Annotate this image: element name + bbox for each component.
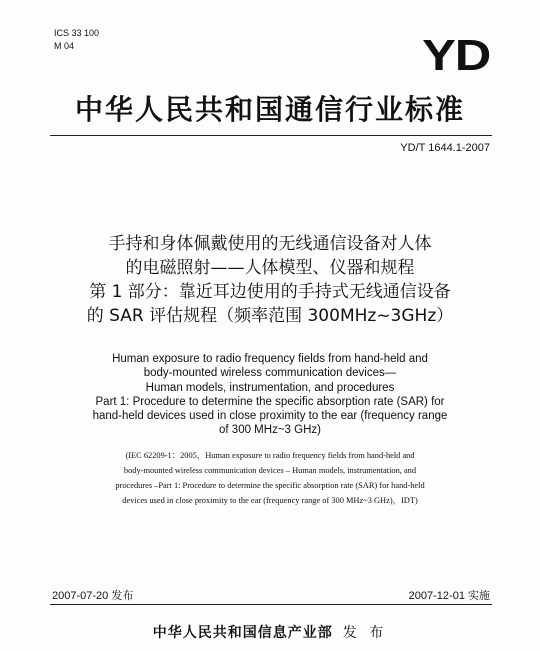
english-title: [0, 352, 540, 438]
standard-title: 中华人民共和国通信行业标准: [74, 93, 465, 126]
iec-reference-line: procedures –Part 1: Procedure to determine the specific absorption rate (SAR) for hand-held: [115, 481, 425, 490]
iec-reference-line: body-mounted wireless communication devices – Human models, instrumentation, and: [123, 466, 417, 475]
english-title-line: body-mounted wireless communication devices—: [143, 367, 397, 380]
chinese-title-line: 的电磁照射——人体模型、仪器和规程: [125, 258, 415, 278]
classification-block: [54, 27, 99, 53]
yd-logo: YD: [422, 31, 490, 80]
english-title-line: Human models, instrumentation, and procedures: [145, 381, 395, 394]
issuer-line: [0, 622, 540, 642]
ics-code: ICS 33 100: [54, 28, 100, 38]
issuer-name: 中华人民共和国信息产业部: [152, 625, 333, 641]
english-title-line: hand-held devices used in close proximity to the ear (frequency range: [92, 410, 448, 423]
bottom-divider: [50, 604, 492, 605]
english-title-line: Human exposure to radio frequency fields from hand-held and: [112, 353, 428, 365]
category-code: M 04: [54, 41, 75, 51]
standard-number: YD/T 1644.1-2007: [400, 142, 490, 154]
iec-reference: [0, 448, 540, 508]
issue-date: 2007-07-20 发布: [52, 590, 134, 602]
english-title-line: of 300 MHz~3 GHz): [219, 424, 321, 437]
iec-reference-line: (IEC 62209-1：2005，Human exposure to radio frequency fields from hand-held and: [125, 451, 415, 460]
iec-reference-line: devices used in close proximity to the ear (frequency range of 300 MHz~3 GHz)，IDT): [122, 496, 418, 505]
chinese-title-line: 手持和身体佩戴使用的无线通信设备对人体: [108, 234, 432, 254]
issuer-action: 发 布: [342, 625, 388, 641]
chinese-title-line: 第 1 部分：靠近耳边使用的手持式无线通信设备: [89, 282, 451, 302]
chinese-title-line: 的 SAR 评估规程（频率范围 300MHz~3GHz）: [86, 306, 454, 326]
chinese-title: [0, 232, 540, 328]
top-divider: [50, 135, 492, 136]
implementation-date: 2007-12-01 实施: [408, 590, 490, 602]
english-title-line: Part 1: Procedure to determine the specific absorption rate (SAR) for: [95, 395, 445, 408]
